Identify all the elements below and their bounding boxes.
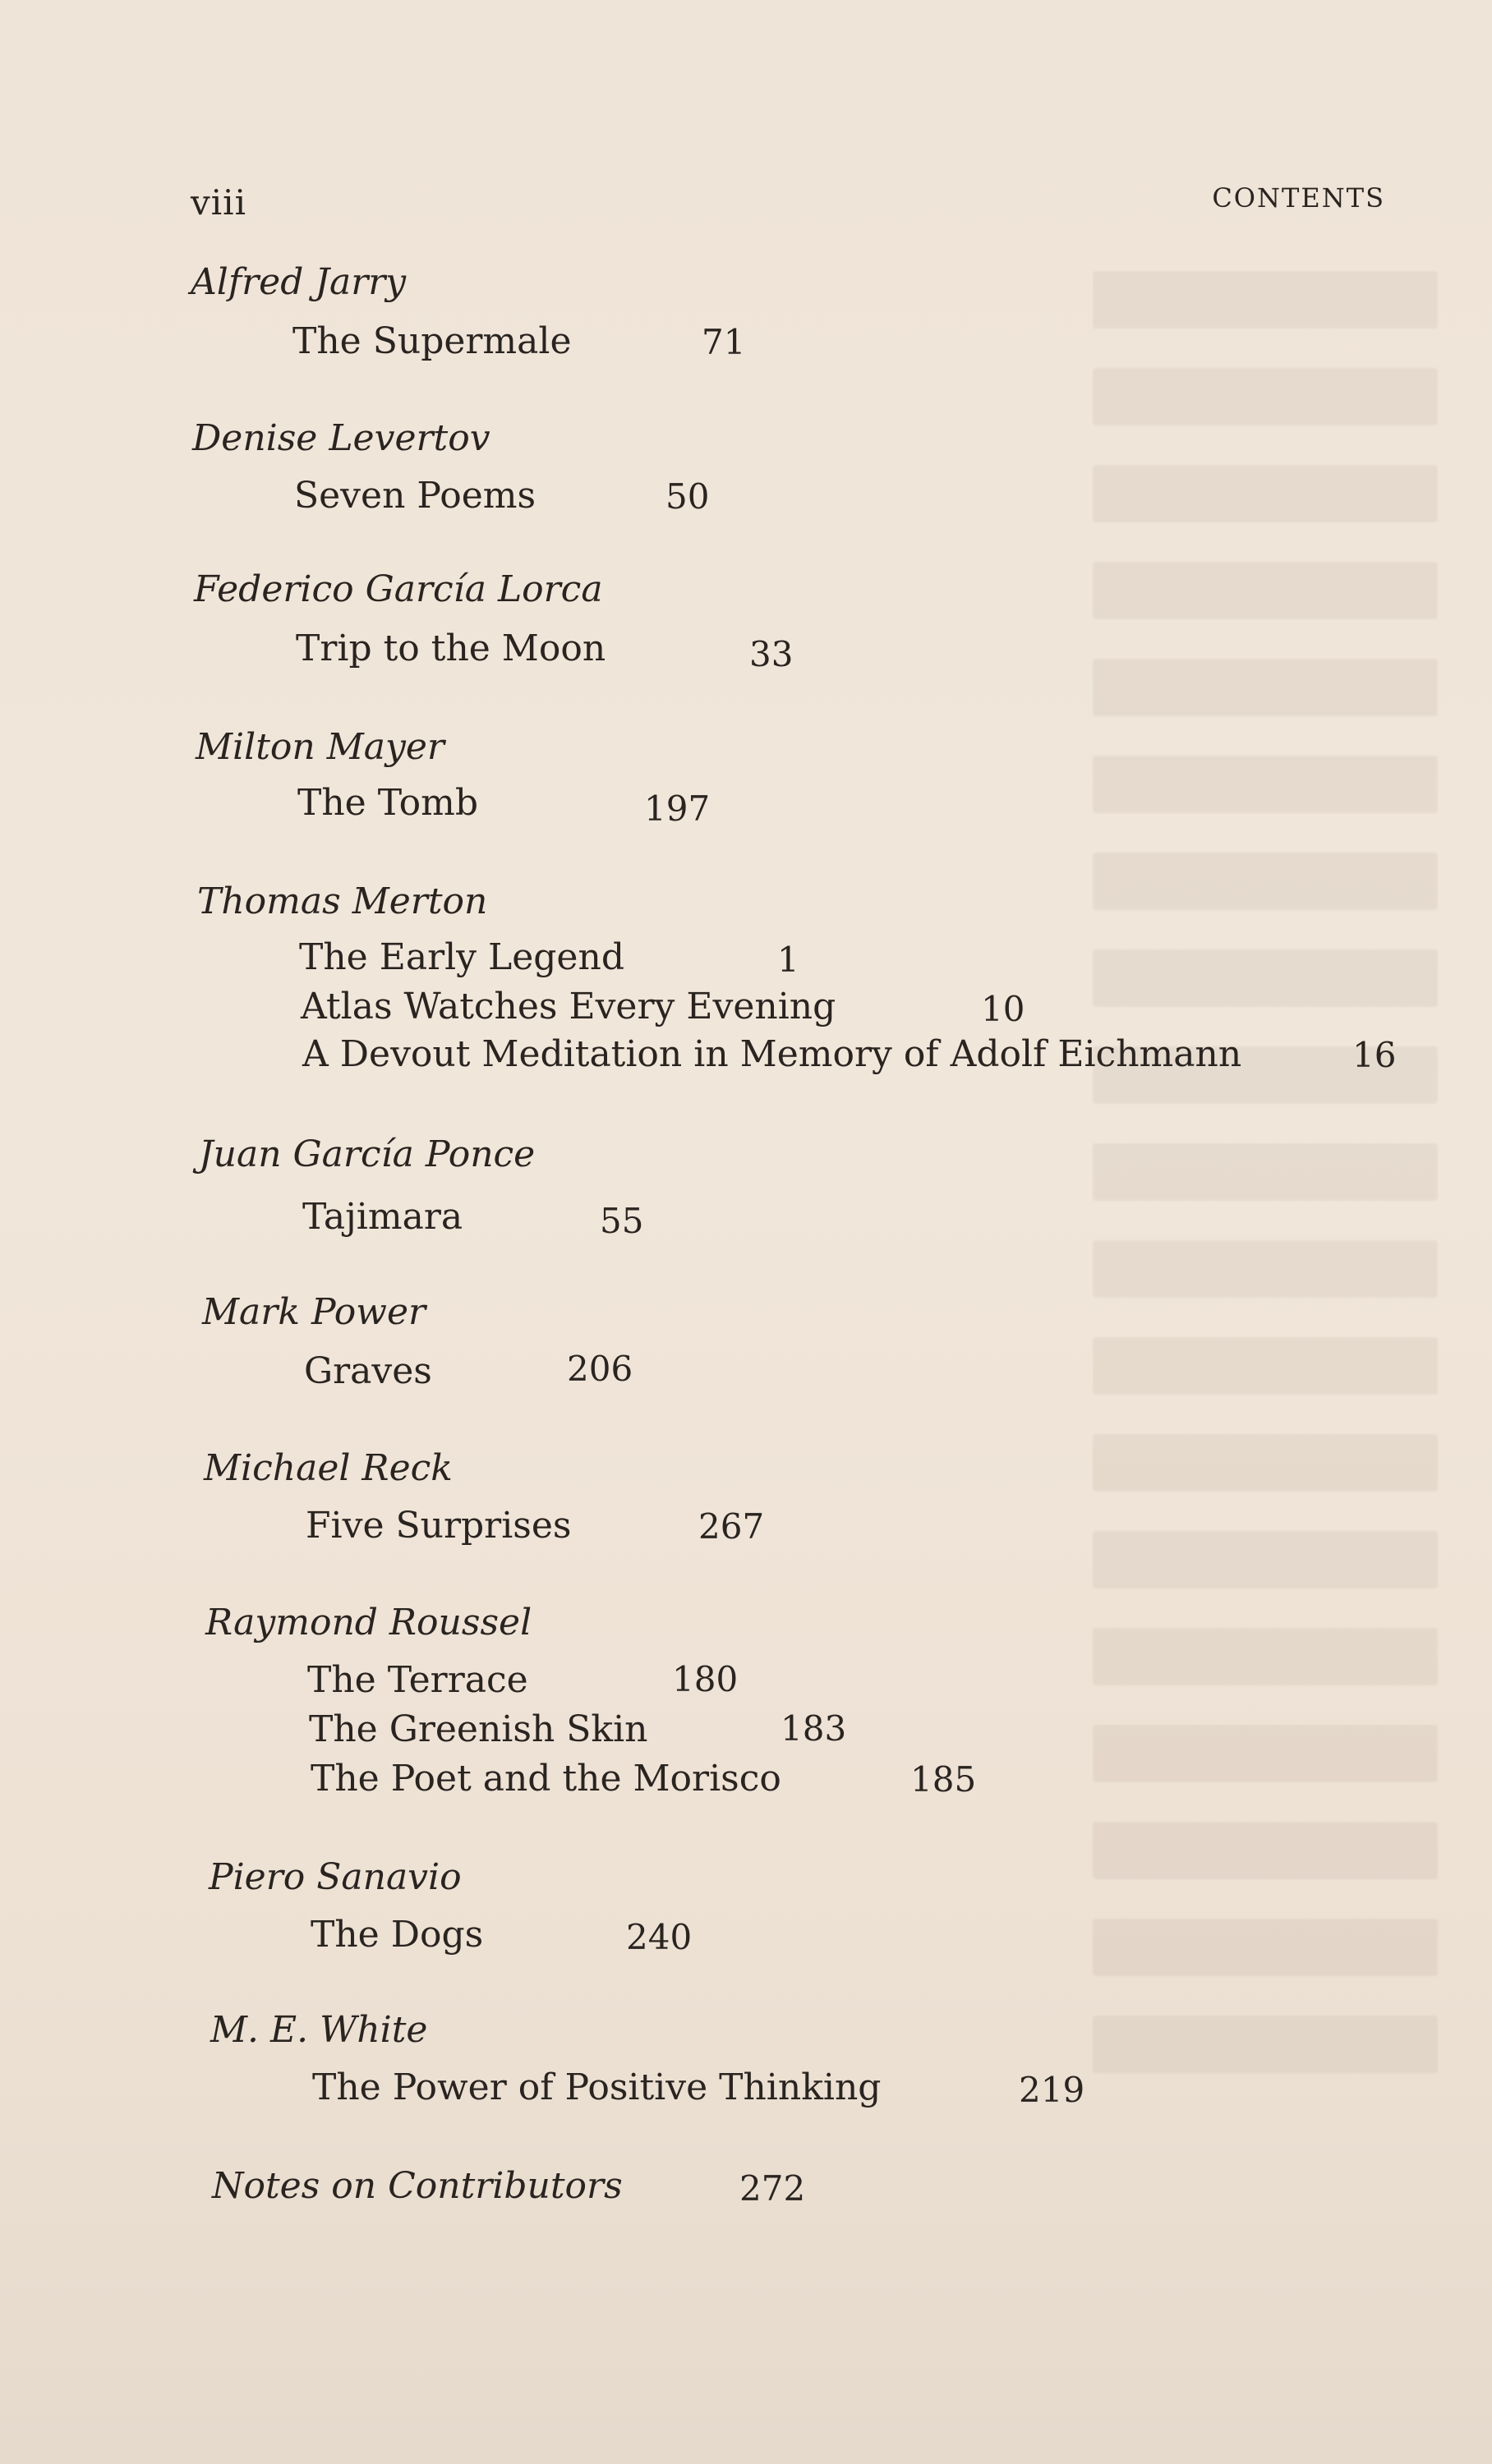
author-name: Juan García Ponce — [199, 1133, 536, 1175]
work-page: 10 — [981, 989, 1025, 1029]
work-page: 33 — [749, 634, 794, 674]
work-page: 240 — [626, 1917, 693, 1957]
author-name: Denise Levertov — [192, 417, 490, 459]
work-title: Atlas Watches Every Evening — [301, 986, 836, 1027]
work-page: 197 — [644, 788, 711, 829]
work-title: Graves — [304, 1350, 432, 1392]
author-name: Piero Sanavio — [209, 1856, 462, 1898]
show-through-text — [1093, 271, 1438, 2324]
work-page: 180 — [672, 1659, 739, 1699]
work-title: The Power of Positive Thinking — [312, 2066, 882, 2108]
author-name: Raymond Roussel — [205, 1602, 532, 1643]
author-name: Milton Mayer — [196, 726, 444, 768]
work-page: 50 — [665, 476, 710, 517]
work-page: 206 — [567, 1349, 633, 1389]
author-name: M. E. White — [210, 2009, 428, 2051]
page-number: viii — [191, 182, 247, 223]
author-name: Mark Power — [202, 1291, 426, 1333]
work-title: Seven Poems — [294, 475, 536, 517]
work-page: 1 — [777, 940, 799, 980]
notes-label: Notes on Contributors — [212, 2165, 623, 2207]
work-title: The Greenish Skin — [309, 1708, 648, 1750]
work-title: The Dogs — [311, 1914, 484, 1956]
running-head: CONTENTS — [1212, 182, 1385, 214]
work-page: 71 — [702, 322, 746, 362]
work-title: Trip to the Moon — [296, 627, 606, 669]
work-page: 267 — [698, 1506, 765, 1547]
author-name: Federico García Lorca — [194, 568, 603, 610]
work-title: A Devout Meditation in Memory of Adolf Eichmann — [302, 1033, 1242, 1075]
author-name: Thomas Merton — [197, 880, 488, 922]
work-page: 185 — [910, 1759, 977, 1800]
author-name: Alfred Jarry — [191, 261, 407, 303]
work-page: 16 — [1352, 1035, 1397, 1075]
work-page: 219 — [1019, 2070, 1085, 2110]
work-title: The Poet and the Morisco — [311, 1758, 781, 1800]
work-page: 55 — [600, 1201, 644, 1241]
work-title: Five Surprises — [306, 1505, 572, 1547]
author-name: Michael Reck — [204, 1447, 453, 1489]
work-page: 183 — [781, 1708, 847, 1749]
work-title: The Supermale — [292, 320, 572, 362]
work-title: The Early Legend — [299, 936, 624, 978]
work-title: The Tomb — [297, 782, 479, 824]
work-title: Tajimara — [302, 1196, 463, 1238]
notes-page: 272 — [739, 2168, 806, 2209]
work-title: The Terrace — [307, 1659, 528, 1701]
